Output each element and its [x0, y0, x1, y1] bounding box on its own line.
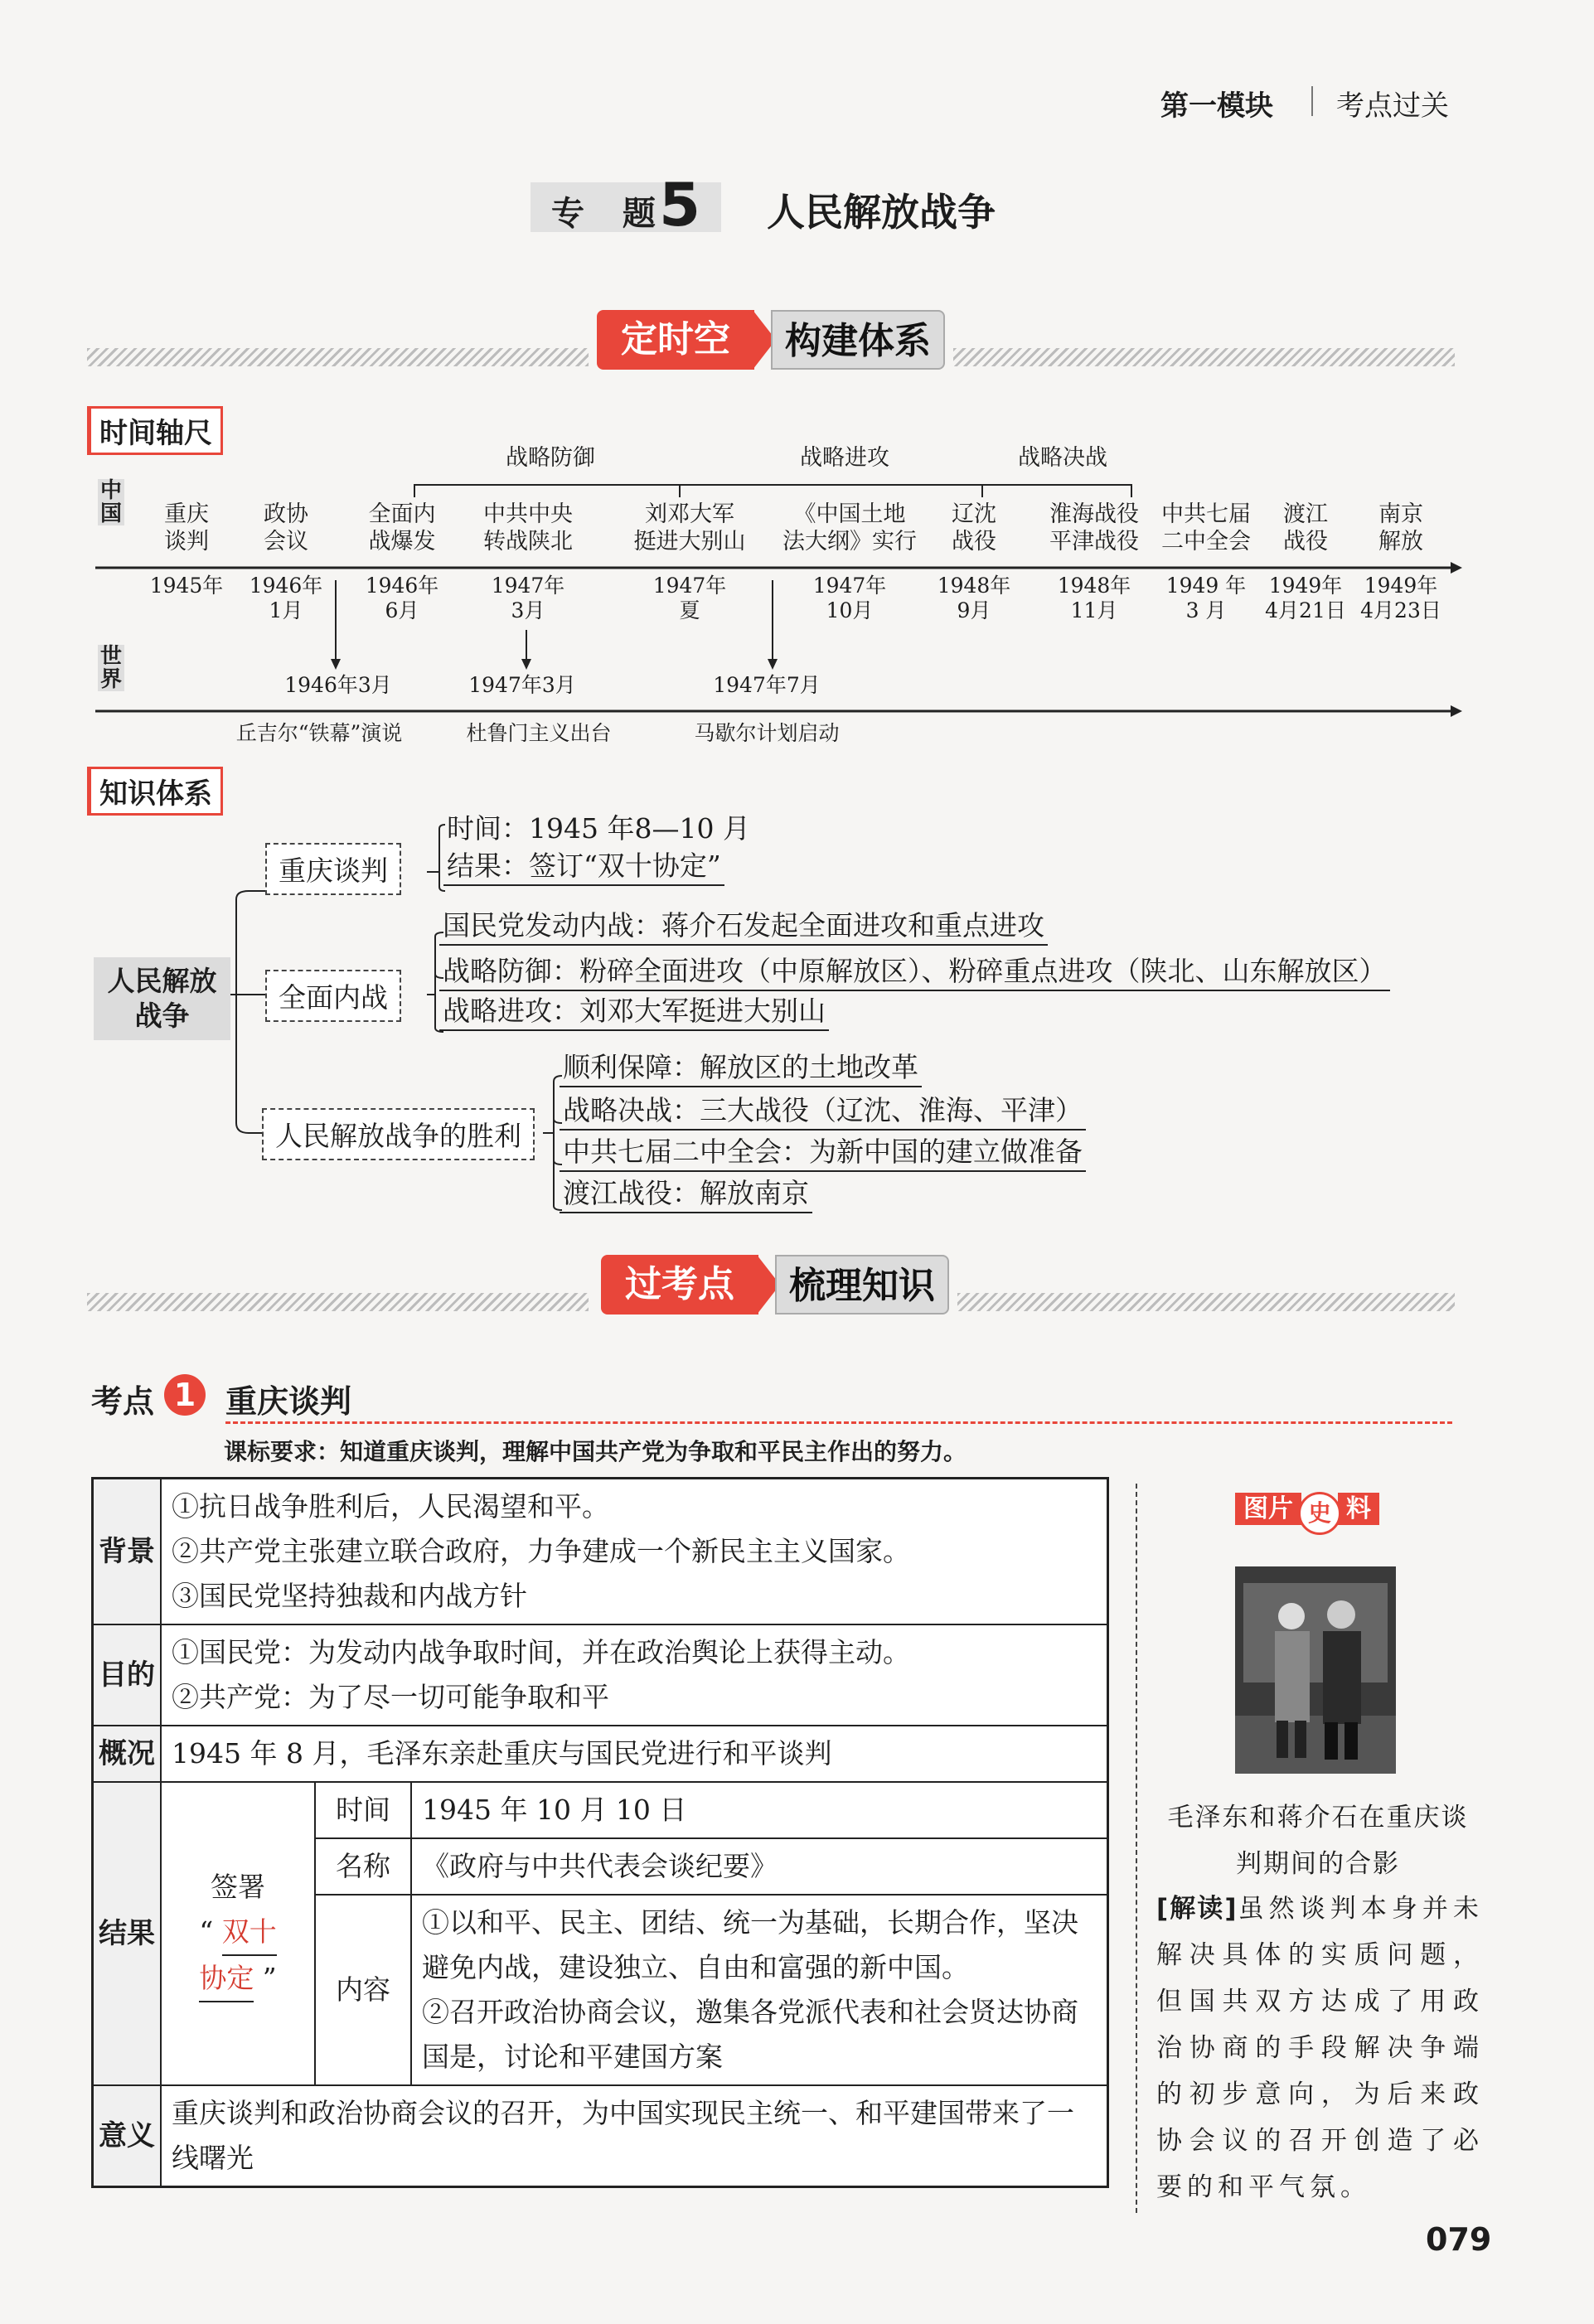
timeline-event: 全面内 战爆发 [368, 501, 436, 554]
significance-cell: 重庆谈判和政治协商会议的召开，为中国实现民主统一、和平建国带来了一线曙光 [161, 2085, 1108, 2187]
content-cell [411, 1895, 1108, 2085]
timeline-event: 刘邓大军 挺进大别山 [633, 501, 746, 554]
leaf-defense: 战略防御：粉碎全面进攻（中原解放区）、粉碎重点进攻（陕北、山东解放区） [439, 953, 1390, 991]
branch-victory: 人民解放战争的胜利 [262, 1108, 535, 1160]
timeline-year: 1949年 4月21日 [1265, 574, 1346, 622]
world-event-text: 丘吉尔“铁幕”演说 [235, 721, 403, 745]
list-item: ①抗日战争胜利后，人民渴望和平。 [172, 1490, 609, 1523]
timeline-event: 《中国土地 法大纲》实行 [782, 501, 917, 554]
list-item: ②召开政治协商会议，邀集各党派代表和社会贤达协商国是，讨论和平建国方案 [422, 1996, 1078, 2073]
kaodian-divider [225, 1421, 1452, 1424]
sign-fill-text-1: 双十 [222, 1910, 277, 1956]
phase-decisive: 战略决战 [1018, 445, 1107, 471]
side-divider [1136, 1484, 1137, 2213]
branch-chongqing: 重庆谈判 [265, 843, 401, 895]
row-head-result: 结果 [93, 1782, 162, 2085]
phase-defense: 战略防御 [506, 445, 595, 471]
banner2-hatch-right [957, 1293, 1455, 1311]
leaf-kmt-war: 国民党发动内战：蒋介石发起全面进攻和重点进攻 [439, 908, 1048, 946]
kaodian-title: 重庆谈判 [225, 1383, 352, 1420]
background-cell [161, 1479, 1108, 1625]
timeline-event: 淮海战役 平津战役 [1049, 501, 1139, 554]
timeline-event: 中共七届 二中全会 [1161, 501, 1251, 554]
list-item: ②共产党：为了尽一切可能争取和平 [172, 1681, 609, 1713]
content-label: 内容 [315, 1895, 411, 2085]
kaodian-number: 1 [164, 1374, 206, 1416]
timeline-year: 1948年 11月 [1057, 574, 1131, 622]
table-row [93, 1726, 1108, 1782]
banner2-red-label: 过考点 [601, 1255, 758, 1315]
leaf-result: 结果：签订“双十协定” [443, 848, 724, 886]
name-label: 名称 [315, 1838, 411, 1895]
list-item: ①以和平、民主、团结、统一为基础，长期合作，坚决避免内战，建设独立、自由和富强的新中国。 [422, 1906, 1078, 1983]
timeline-event: 重庆 谈判 [164, 501, 209, 554]
world-event-date: 1947年7月 [713, 673, 821, 697]
row-head-overview: 概况 [93, 1726, 162, 1782]
timeline-year: 1947年 10月 [812, 574, 887, 622]
leaf-crossing-river: 渡江战役：解放南京 [560, 1175, 812, 1213]
badge-circle: 史 [1298, 1492, 1341, 1535]
leaf-plenum: 中共七届二中全会：为新中国的建立做准备 [560, 1134, 1086, 1172]
timeline-event: 南京 解放 [1378, 501, 1423, 554]
banner-red-label: 定时空 [597, 310, 754, 370]
world-event-text: 杜鲁门主义出台 [466, 721, 612, 745]
time-label: 时间 [315, 1782, 411, 1838]
leaf-three-campaigns: 战略决战：三大战役（辽沈、淮海、平津） [560, 1092, 1086, 1131]
timeline-year: 1948年 9月 [937, 574, 1011, 622]
timeline-event: 政协 会议 [264, 501, 308, 554]
world-event-date: 1947年3月 [468, 673, 576, 697]
historical-photo [1235, 1566, 1396, 1774]
sign-label: 签署 [211, 1871, 265, 1903]
interpretation [1156, 1886, 1484, 2210]
list-item: ①国民党：为发动内战争取时间，并在政治舆论上获得主动。 [172, 1636, 910, 1668]
purpose-cell [161, 1624, 1108, 1726]
timeline-event: 渡江 战役 [1283, 501, 1328, 554]
topic-title: 人民解放战争 [767, 190, 996, 235]
world-event-date: 1946年3月 [284, 673, 392, 697]
branch-civil-war: 全面内战 [265, 970, 401, 1022]
section-label: 考点过关 [1336, 90, 1449, 123]
interp-label: [解读] [1156, 1894, 1238, 1924]
row-head-background: 背景 [93, 1479, 162, 1625]
timeline-year: 1946年 1月 [249, 574, 323, 622]
list-item: ③国民党坚持独裁和内战方针 [172, 1580, 527, 1612]
mindmap-root: 人民解放 战争 [94, 957, 230, 1040]
time-value: 1945 年 10 月 10 日 [411, 1782, 1108, 1838]
badge-right: 料 [1338, 1493, 1379, 1525]
sign-cell [161, 1782, 315, 2085]
timeline-year: 1949年 4月23日 [1360, 574, 1441, 622]
knowledge-table [91, 1477, 1109, 2188]
leaf-offense: 战略进攻：刘邓大军挺进大别山 [439, 993, 829, 1031]
timeline-label: 时间轴尺 [87, 406, 223, 455]
timeline-year: 1945年 [149, 574, 224, 598]
world-axis-label: 世界 [98, 645, 124, 691]
material-badge [1235, 1488, 1379, 1535]
curriculum-requirement: 课标要求：知道重庆谈判，理解中国共产党为争取和平民主作出的努力。 [224, 1438, 967, 1465]
banner-grey-label: 构建体系 [771, 310, 945, 370]
timeline-year: 1947年 夏 [652, 574, 727, 622]
list-item: ②共产党主张建立联合政府，力争建成一个新民主主义国家。 [172, 1535, 910, 1567]
overview-cell: 1945 年 8 月，毛泽东亲赴重庆与国民党进行和平谈判 [161, 1726, 1108, 1782]
photo-figures [1235, 1566, 1396, 1774]
timeline-event: 辽沈 战役 [952, 501, 996, 554]
row-head-significance: 意义 [93, 2085, 162, 2187]
mindmap-label: 知识体系 [87, 767, 223, 816]
table-row [93, 1782, 1108, 1838]
china-axis-label: 中国 [98, 479, 124, 525]
interp-text: 虽然谈判本身并未解决具体的实质问题，但国共双方达成了用政治协商的手段解决争端的初步意向，为后来政协会议的召开创造了必要的和平气氛。 [1156, 1894, 1484, 2202]
timeline-year: 1949 年 3 月 [1165, 574, 1247, 622]
timeline-event: 中共中央 转战陕北 [483, 501, 573, 554]
sign-fill-1: “ 双十 [172, 1910, 304, 1956]
banner2-grey-label: 梳理知识 [775, 1255, 949, 1315]
table-row [93, 1479, 1108, 1625]
timeline-year: 1946年 6月 [365, 574, 439, 622]
topic-number: 5 [659, 170, 701, 240]
sign-fill-text-2: 协定 [199, 1956, 254, 2002]
module-label: 第一模块 [1160, 90, 1273, 123]
leaf-land-reform: 顺利保障：解放区的土地改革 [560, 1049, 922, 1087]
banner2-hatch-left [87, 1293, 589, 1311]
table-row [93, 2085, 1108, 2187]
timeline-year: 1947年 3月 [491, 574, 565, 622]
name-value: 《政府与中共代表会谈纪要》 [411, 1838, 1108, 1895]
page-number: 079 [1426, 2221, 1492, 2258]
row-head-purpose: 目的 [93, 1624, 162, 1726]
world-event-text: 马歇尔计划启动 [694, 721, 840, 745]
table-row [93, 1624, 1108, 1726]
phase-offense: 战略进攻 [800, 445, 889, 471]
badge-left: 图片 [1235, 1493, 1301, 1525]
kaodian-label: 考点 [91, 1383, 155, 1420]
topic-prefix: 专 题 [551, 195, 669, 233]
leaf-time: 时间：1945 年8—10 月 [447, 812, 750, 845]
photo-caption: 毛泽东和蒋介石在重庆谈判期间的合影 [1167, 1803, 1469, 1879]
sign-fill-2: 协定 ” [172, 1956, 304, 2002]
